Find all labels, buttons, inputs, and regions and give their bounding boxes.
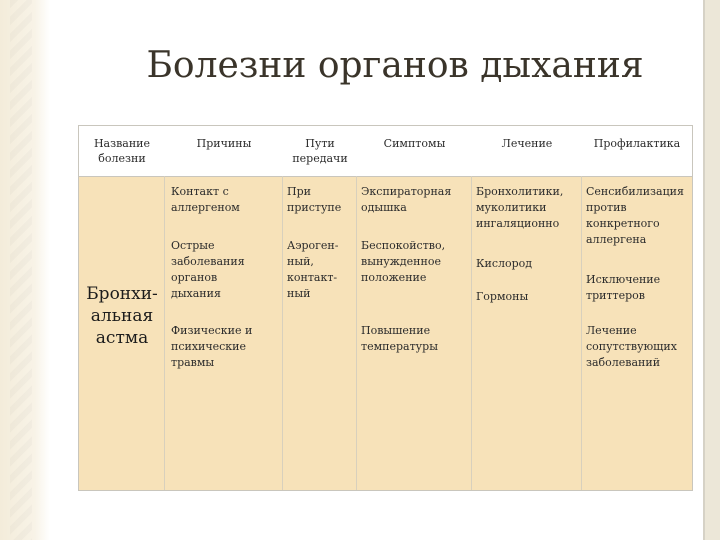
treatment-item: Бронхолитики, муколитики ингаляционно <box>476 185 564 230</box>
treatment-item: Кислород <box>476 257 533 270</box>
symptom-item: Повышение температуры <box>361 324 438 353</box>
transmission-item: Аэроген- ный, контакт- ный <box>287 239 339 300</box>
header-transmission: Пути передачи <box>292 137 348 165</box>
column-symptoms <box>357 176 472 490</box>
column-treatment <box>472 176 582 490</box>
header-prevention: Профилактика <box>593 137 681 150</box>
cause-item: Острые заболевания органов дыхания <box>171 239 245 300</box>
symptom-item: Экспираторная одышка <box>361 185 452 214</box>
prevention-item: Сенсибилизация против конкретного аллергена <box>586 185 684 246</box>
transmission-item: При приступе <box>287 185 342 214</box>
header-symptoms: Симптомы <box>383 137 446 150</box>
column-prevention <box>582 176 692 490</box>
cause-item: Контакт с аллергеном <box>171 185 240 214</box>
header-treatment: Лечение <box>501 137 553 150</box>
symptom-item: Беспокойство, вынужденное положение <box>361 239 446 284</box>
treatment-item: Гормоны <box>476 290 529 303</box>
column-transmission <box>283 176 357 490</box>
column-disease <box>79 176 165 490</box>
page-title: Болезни органов дыхания <box>146 45 644 86</box>
disease-name: Бронхи- альная астма <box>86 284 158 348</box>
column-causes <box>165 176 283 490</box>
header-disease-name: Название болезни <box>93 137 151 165</box>
prevention-item: Лечение сопутствующих заболеваний <box>586 324 677 369</box>
header-causes: Причины <box>196 137 252 150</box>
cause-item: Физические и психические травмы <box>171 324 253 369</box>
diseases-table <box>78 125 693 491</box>
table-header-row <box>79 126 692 177</box>
prevention-item: Исключение триттеров <box>586 273 661 302</box>
